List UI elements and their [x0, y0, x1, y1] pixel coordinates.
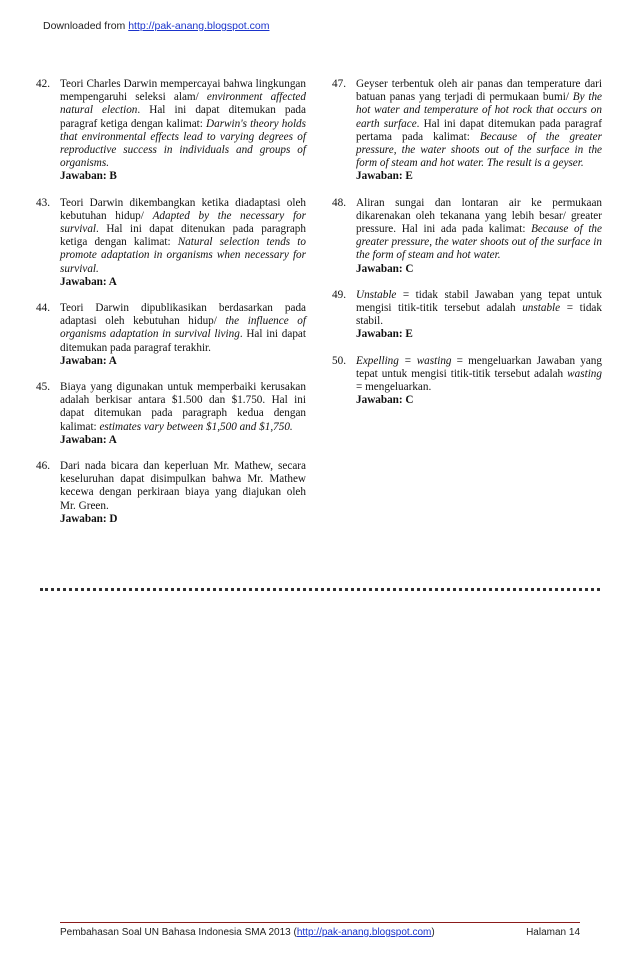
- explanation-text: . Hal ini dapat ditemukan pada paragraf ketiga dengan kalimat:: [60, 104, 306, 130]
- explanation-text: Aliran sungai dan lontaran air ke permukaan dikarenakan oleh tekanana yang lebih besar/ greater pressure. Hal ini ada pada kalimat:: [356, 196, 602, 236]
- answer-item: [36, 197, 306, 289]
- quoted-text: Darwin's theory holds that environmental effects lead to varying degrees of reproductive success in individuals and groups of organisms.: [60, 117, 307, 170]
- question-number: 48.: [332, 196, 346, 209]
- quoted-text: estimates vary between $1,500 and $1,750.: [99, 420, 293, 433]
- footer-text-end: ): [431, 927, 435, 938]
- quoted-text: By the hot water and temperature of hot rock that occurs on earth surface: [356, 91, 603, 130]
- question-number: 43.: [36, 196, 50, 209]
- explanation-text: Geyser terbentuk oleh air panas dan temperature dari batuan panas yang terjadi di permukaan bumi/: [356, 78, 602, 104]
- answer-item: [36, 381, 306, 447]
- explanation-text: Biaya yang digunakan untuk memperbaiki kerusakan adalah berkisar antara $1.500 dan $1.750. Hal ini dapat ditemukan pada paragraph kedua dengan kalimat:: [60, 381, 306, 433]
- explanation-text: . Hal ini dapat ditemukan pada paragraf pertama pada kalimat:: [356, 117, 602, 143]
- header-link[interactable]: http://pak-anang.blogspot.com: [128, 20, 270, 32]
- question-number: 50.: [332, 354, 346, 367]
- question-number: 42.: [36, 78, 50, 90]
- explanation-text: = mengeluarkan Jawaban yang tepat untuk mengisi titik-titik tersebut adalah: [356, 354, 602, 380]
- answer-key: Jawaban: C: [356, 262, 414, 275]
- explanation-text: Teori Darwin dipublikasikan berdasarkan pada adaptasi oleh kebutuhan hidup/: [60, 302, 306, 328]
- answer-item: [332, 78, 602, 184]
- left-column: [36, 78, 306, 539]
- quoted-text: Because of the greater pressure, the water shoots out of the surface in the form of steam and hot water. The result is a geyser.: [356, 130, 602, 170]
- answer-item: [36, 302, 306, 368]
- question-number: 45.: [36, 381, 50, 394]
- right-column: [332, 78, 602, 420]
- page-number: Halaman 14: [526, 927, 580, 938]
- question-number: 49.: [332, 288, 346, 301]
- answer-item: [332, 355, 602, 408]
- quoted-text: Adapted by the necessary for survival: [60, 209, 306, 236]
- explanation-text: . Hal ini dapat ditemukan pada paragraf terakhir.: [60, 328, 306, 354]
- answer-key: Jawaban: C: [356, 394, 414, 407]
- answer-key: Jawaban: D: [60, 512, 118, 525]
- page-header: [43, 20, 269, 32]
- footer-link[interactable]: http://pak-anang.blogspot.com: [296, 927, 432, 938]
- answer-item: [36, 460, 306, 526]
- quoted-text: wasting: [567, 367, 602, 380]
- explanation-text: Dari nada bicara dan keperluan Mr. Mathew, secara keseluruhan dapat disimpulkan bahwa Mr. Mathew kecewa dengan perkiraan biaya yang diajukan oleh Mr. Green.: [60, 460, 306, 512]
- explanation-text: = tidak stabil.: [356, 302, 602, 328]
- question-number: 44.: [36, 302, 50, 315]
- question-number: 47.: [332, 78, 346, 90]
- answer-key: Jawaban: A: [60, 433, 117, 446]
- quoted-text: environment affected natural election: [60, 91, 306, 117]
- answer-item: [332, 289, 602, 342]
- explanation-text: . Hal ini dapat ditenukan pada paragraph ketiga dengan kalimat:: [60, 223, 306, 249]
- dotted-divider: [40, 588, 600, 591]
- header-prefix: Downloaded from: [43, 20, 129, 32]
- quoted-text: Natural selection tends to promote adaptation in organisms when necessary for survival.: [60, 236, 306, 275]
- quoted-text: Expelling = wasting: [356, 354, 452, 367]
- quoted-text: Unstable: [356, 288, 397, 301]
- quoted-text: Because of the greater pressure, the water shoots out of the surface in the form of steam and hot water.: [356, 223, 602, 262]
- quoted-text: the influence of organisms adaptation in survival living: [60, 315, 306, 341]
- question-number: 46.: [36, 460, 50, 473]
- answer-key: Jawaban: A: [60, 275, 117, 288]
- answer-item: [36, 78, 306, 184]
- quoted-text: unstable: [522, 302, 561, 315]
- explanation-text: Teori Darwin dikembangkan ketika diadaptasi oleh kebutuhan hidup/: [60, 196, 306, 222]
- answer-key: Jawaban: E: [356, 170, 413, 183]
- answer-item: [332, 197, 602, 276]
- explanation-text: = mengeluarkan.: [356, 381, 432, 394]
- footer-text: Pembahasan Soal UN Bahasa Indonesia SMA 2013 (: [60, 927, 297, 938]
- scanned-answer-section: [36, 78, 602, 583]
- explanation-text: = tidak stabil Jawaban yang tepat untuk mengisi titik-titik tersebut adalah: [356, 288, 602, 315]
- answer-key: Jawaban: E: [356, 328, 413, 341]
- answer-key: Jawaban: B: [60, 170, 117, 183]
- answer-key: Jawaban: A: [60, 354, 117, 367]
- page-footer: [60, 922, 580, 938]
- explanation-text: Teori Charles Darwin mempercayai bahwa lingkungan mempengaruhi seleksi alam/: [60, 78, 306, 104]
